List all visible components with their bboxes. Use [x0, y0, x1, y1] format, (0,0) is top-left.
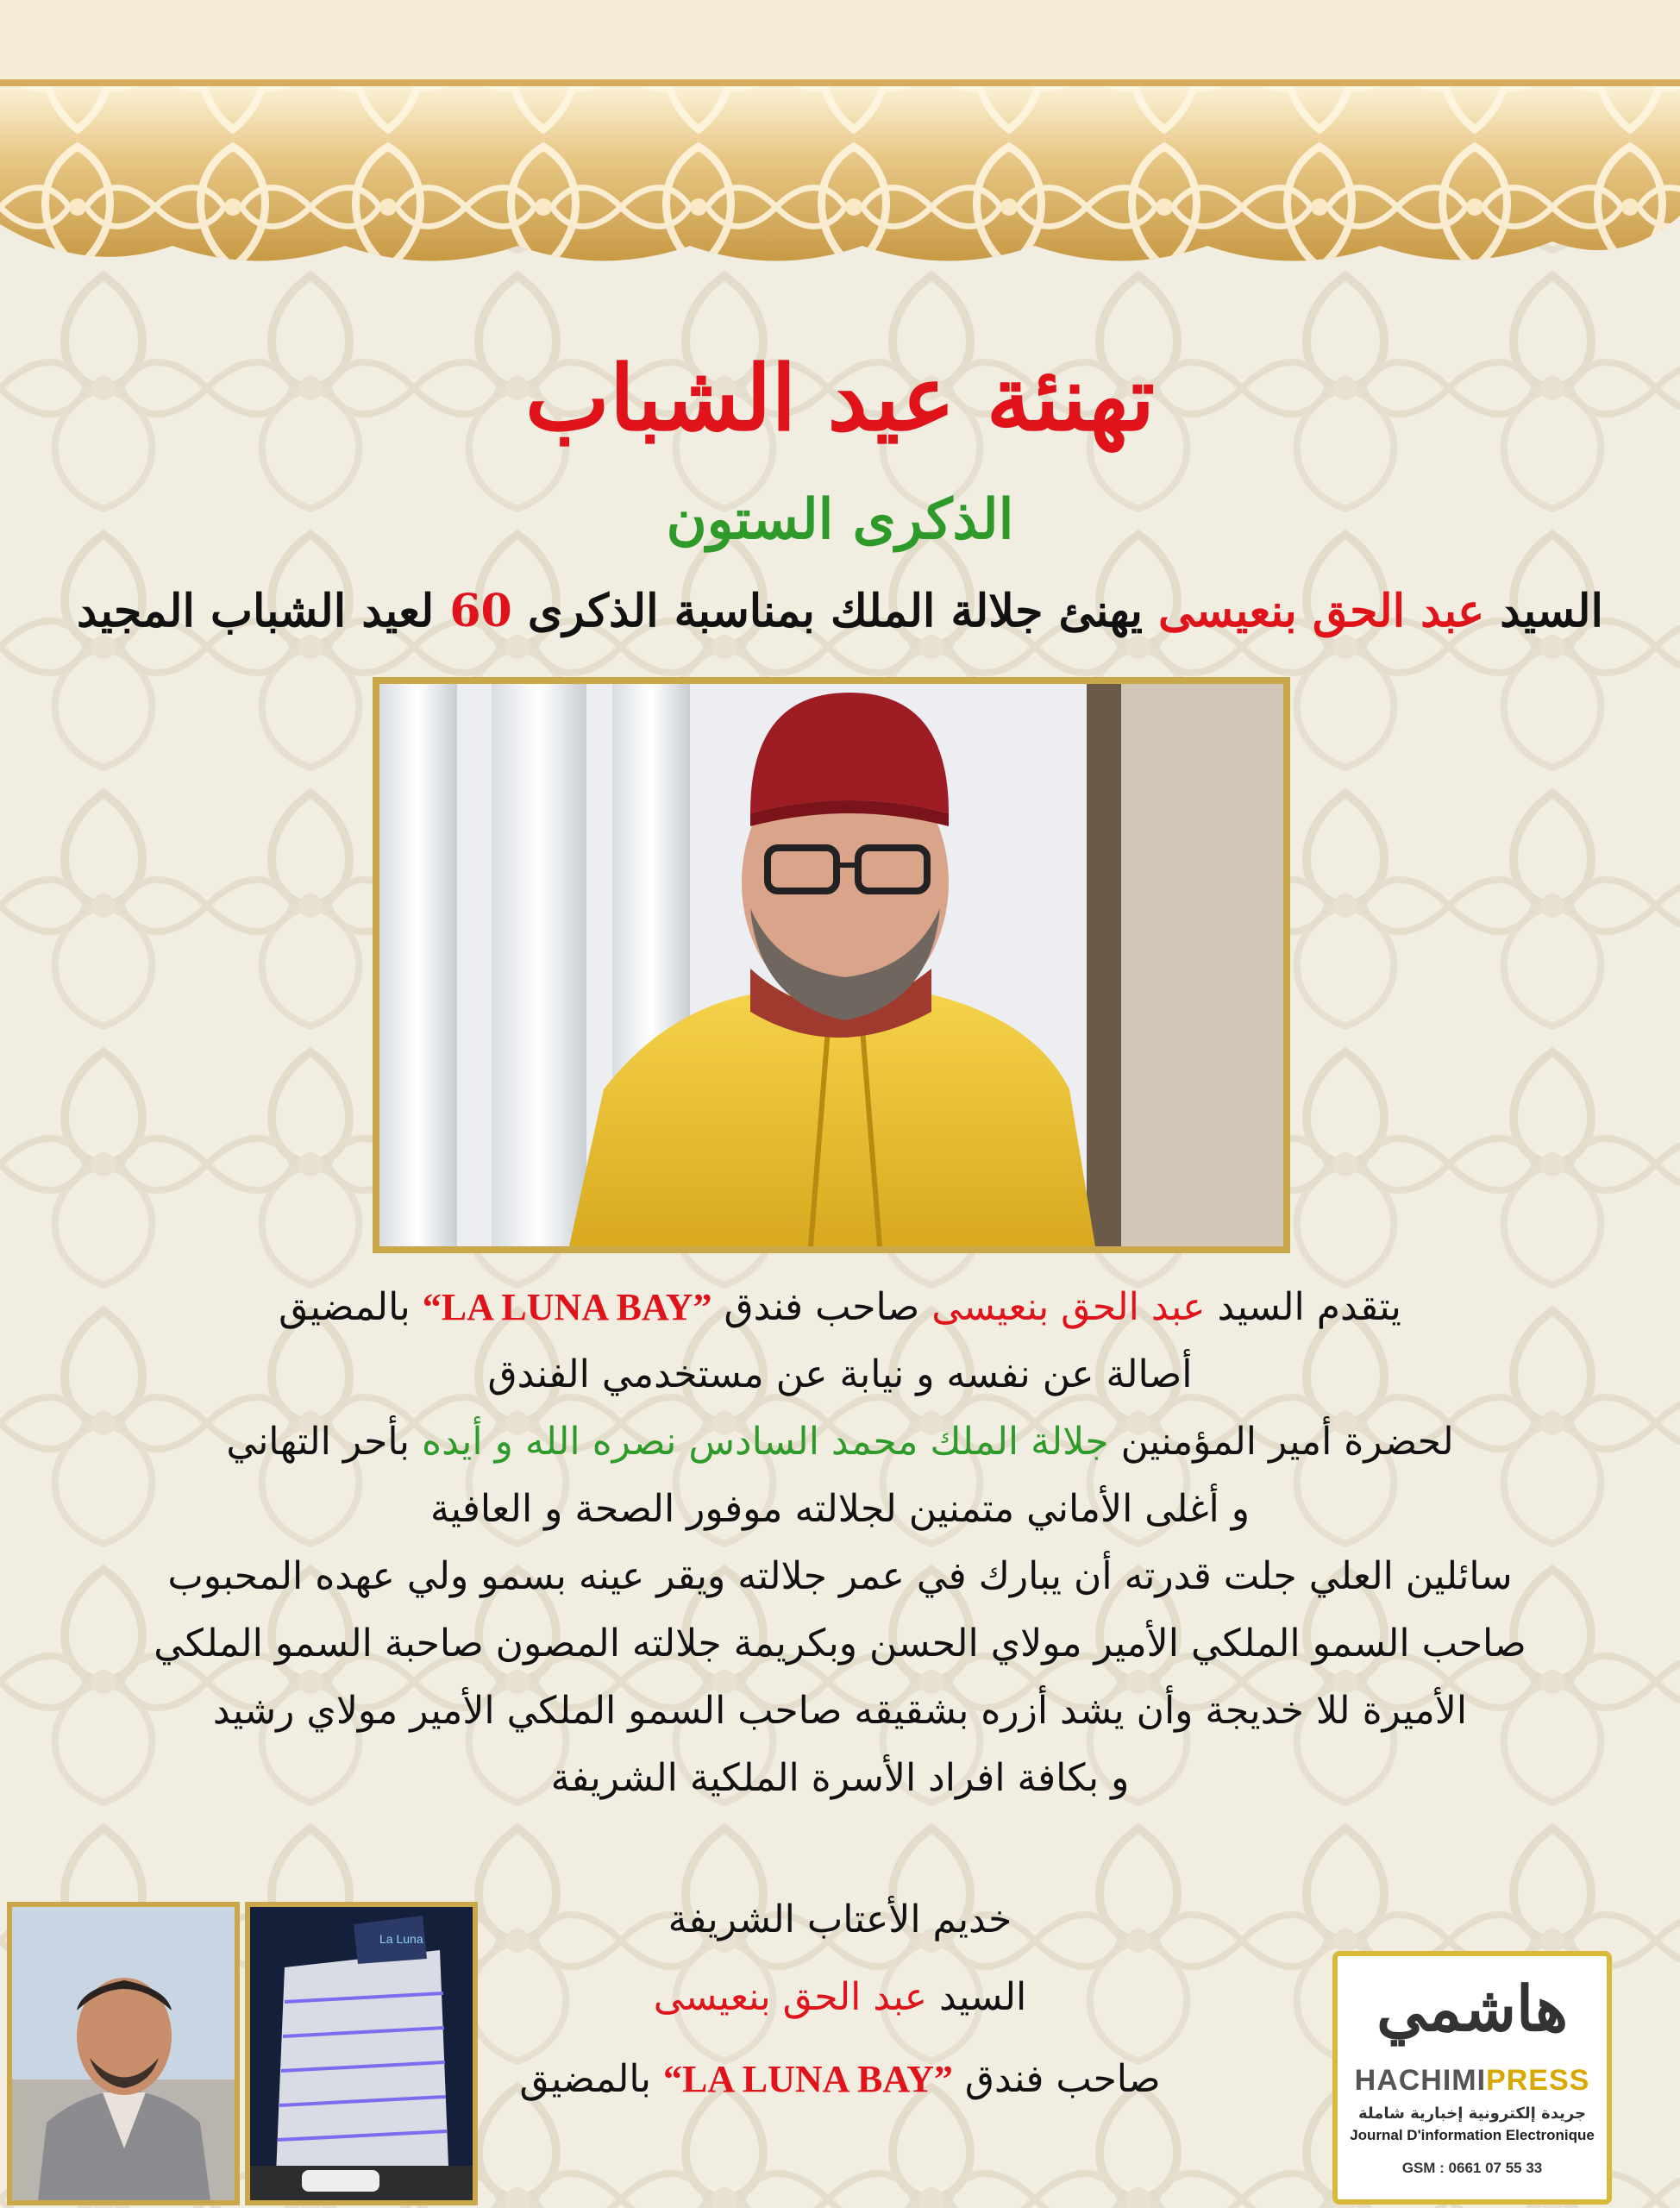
body-line-1-suffix: بالمضيق — [279, 1285, 423, 1329]
body-line-5: سائلين العلي جلت قدرته أن يبارك في عمر جلالته ويقر عينه بسمو ولي عهده المحبوب — [167, 1554, 1513, 1598]
logo-brand-sub: PRESS — [1486, 2064, 1590, 2097]
body-line-4: و أغلى الأماني متمنين لجلالته موفور الصحة و العافية — [430, 1487, 1250, 1531]
headline — [0, 585, 1680, 637]
body-line-8: و بكافة افراد الأسرة الملكية الشريفة — [550, 1756, 1130, 1800]
headline-prefix: السيد — [1484, 585, 1603, 637]
hachimi-press-logo — [1332, 1951, 1612, 2205]
signature-line-3-suffix: بالمضيق — [519, 2057, 664, 2101]
poster-subtitle: الذكرى الستون — [666, 487, 1014, 552]
body-line-3-prefix: لحضرة أمير المؤمنين — [1108, 1420, 1454, 1464]
body-line-1 — [0, 1285, 1680, 1329]
ornamental-header — [0, 0, 1680, 285]
logo-brand-main: HACHIMI — [1354, 2064, 1487, 2097]
logo-gsm: GSM : 0661 07 55 33 — [1401, 2160, 1543, 2176]
person-portrait-icon — [12, 1907, 235, 2200]
hotel-photo — [245, 1902, 478, 2205]
headline-middle: يهنئ جلالة الملك بمناسبة الذكرى — [511, 585, 1159, 637]
hotel-sign-text: La Luna — [379, 1932, 423, 1946]
headline-suffix: لعيد الشباب المجيد — [77, 585, 450, 637]
body-line-7: الأميرة للا خديجة وأن يشد أزره بشقيقه صاحب السمو الملكي الأمير مولاي رشيد — [212, 1689, 1468, 1733]
body-line-3-king: جلالة الملك محمد السادس نصره الله و أيده — [422, 1420, 1109, 1464]
body-line-6: صاحب السمو الملكي الأمير مولاي الحسن وبكريمة جلالته المصون صاحبة السمو الملكي — [154, 1622, 1526, 1665]
body-line-1-prefix: يتقدم السيد — [1205, 1285, 1401, 1329]
logo-script: هاشمي — [1376, 1972, 1568, 2045]
poster-title: تهنئة عيد الشباب — [524, 345, 1156, 451]
host-portrait-photo — [7, 1902, 240, 2205]
signature-line-3-prefix: صاحب فندق — [952, 2057, 1161, 2101]
signature-hotel: “LA LUNA BAY” — [663, 2058, 953, 2100]
signature-name: عبد الحق بنعيسى — [653, 1975, 928, 2019]
logo-tagline-fr: Journal D'information Electronique — [1350, 2127, 1595, 2143]
king-portrait-icon — [379, 684, 1283, 1246]
signature-line-1: خديم الأعتاب الشريفة — [668, 1898, 1012, 1941]
headline-number: 60 — [449, 585, 512, 637]
body-line-2: أصالة عن نفسه و نيابة عن مستخدمي الفندق — [487, 1352, 1193, 1396]
body-line-3 — [0, 1420, 1680, 1464]
body-line-1-hotel: “LA LUNA BAY” — [422, 1286, 712, 1328]
logo-brand — [1338, 2064, 1607, 2098]
signature-prefix: السيد — [927, 1975, 1027, 2019]
body-line-3-suffix: بأحر التهاني — [226, 1420, 423, 1464]
body-line-1-name: عبد الحق بنعيسى — [931, 1285, 1206, 1329]
hotel-building-icon — [250, 1907, 473, 2200]
headline-name: عبد الحق بنعيسى — [1158, 585, 1485, 637]
logo-tagline-ar: جريدة إلكترونية إخبارية شاملة — [1357, 2104, 1587, 2123]
king-portrait-photo — [373, 677, 1290, 1253]
body-line-1-middle: صاحب فندق — [711, 1285, 932, 1329]
